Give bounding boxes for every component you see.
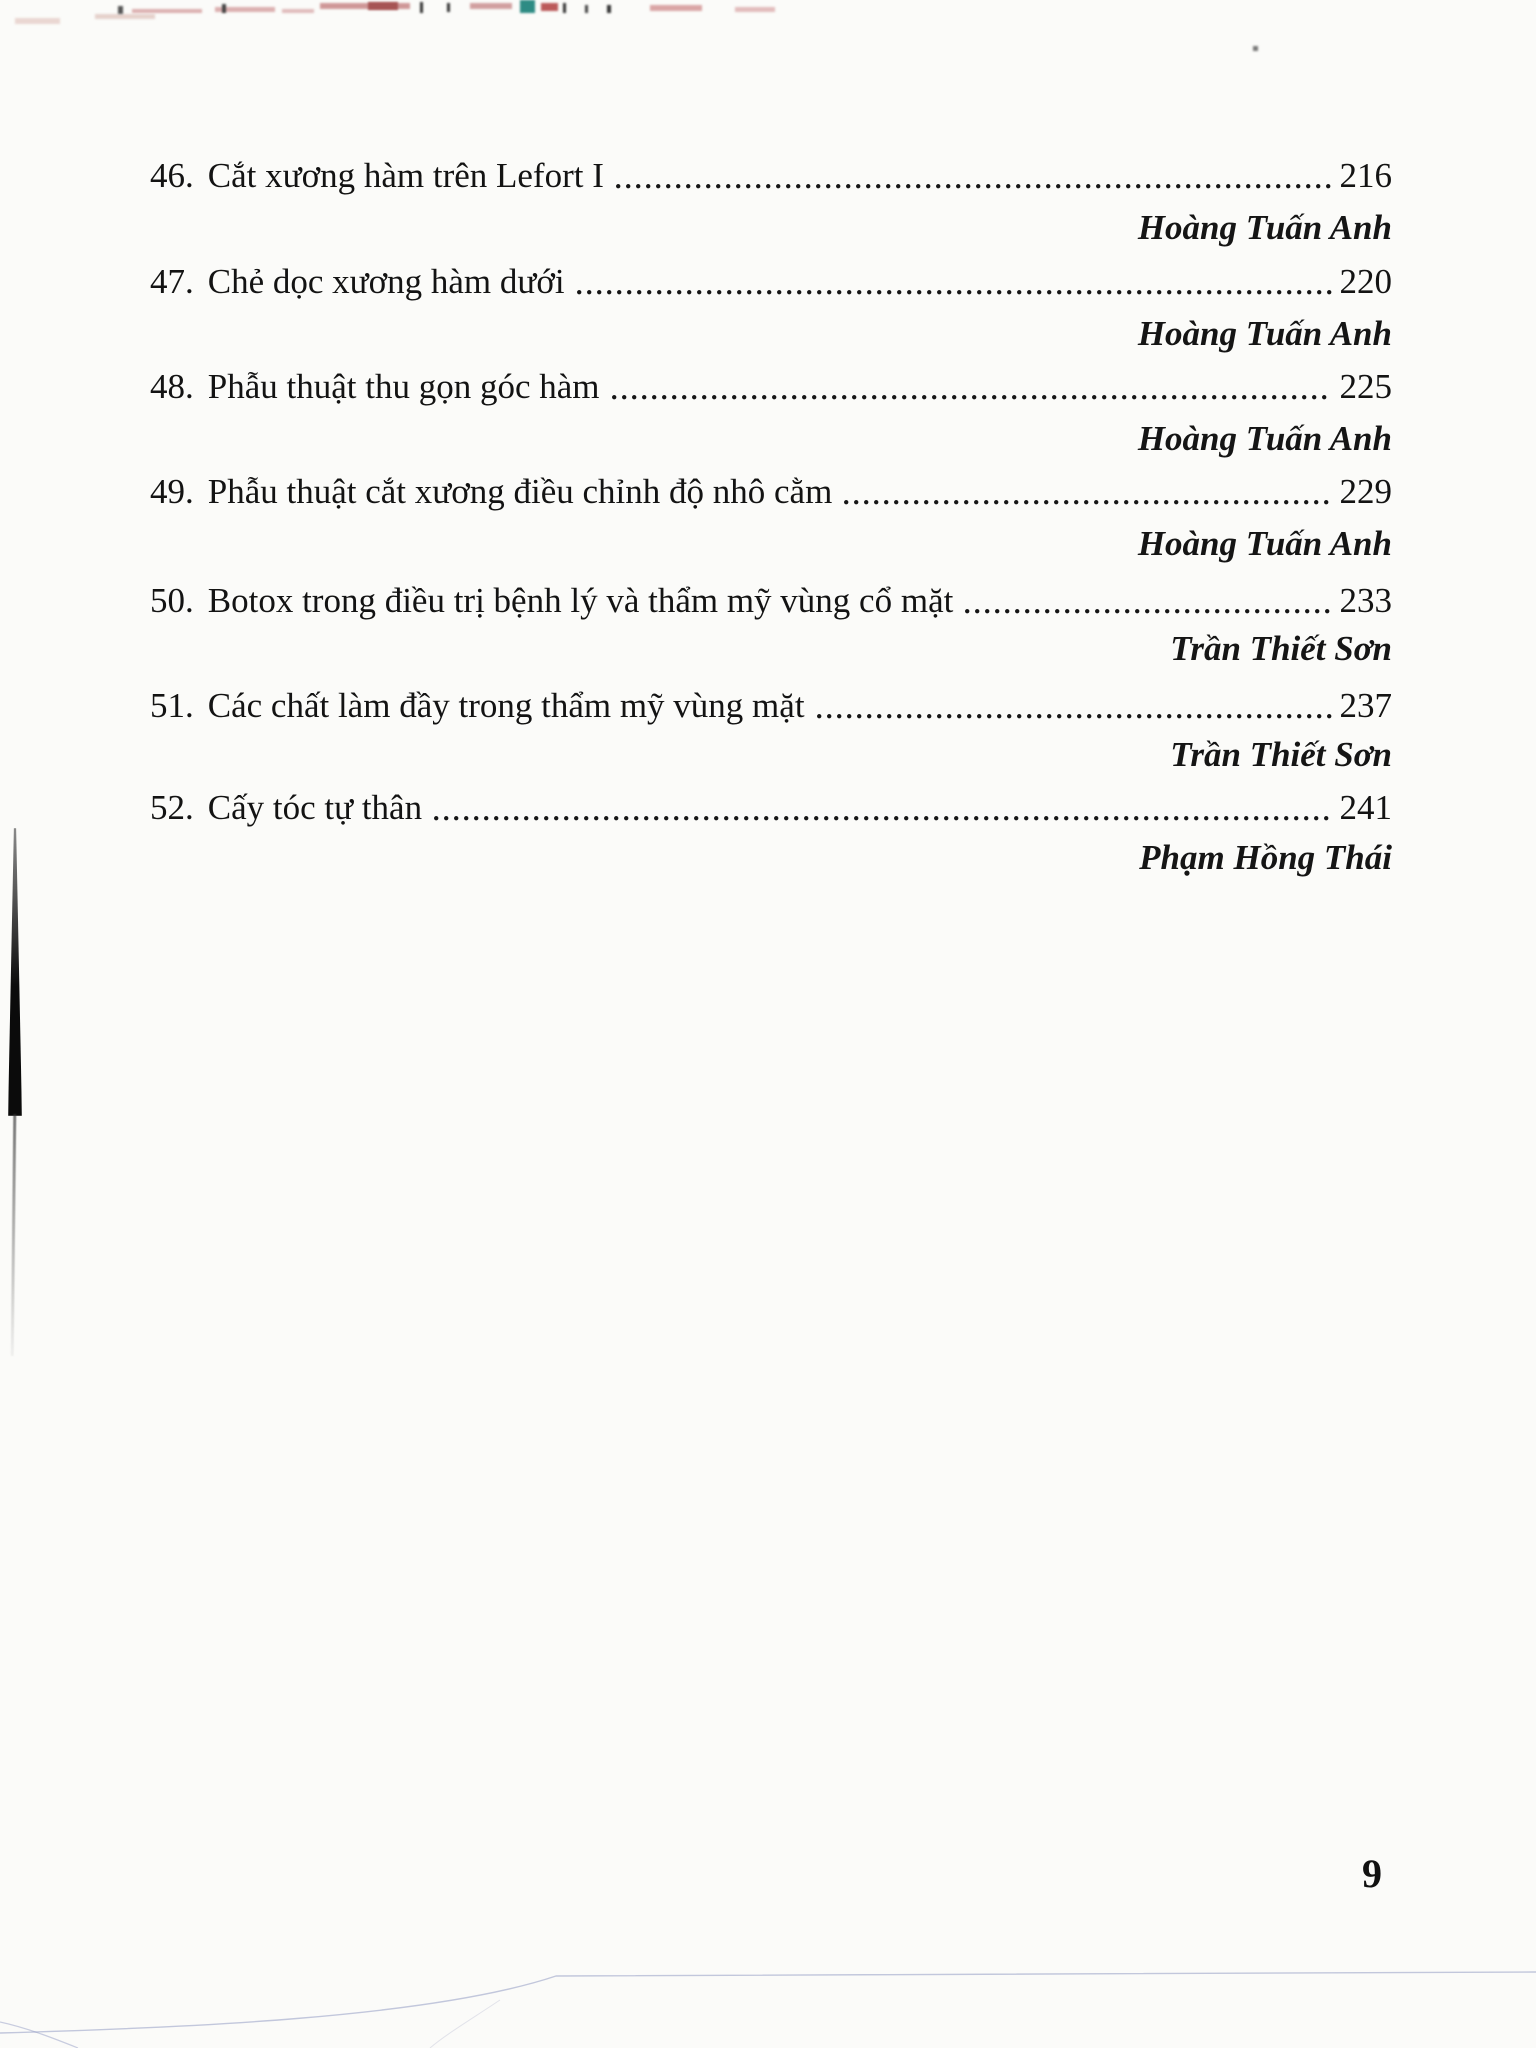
dot-leader (844, 500, 1331, 505)
scan-artifact (132, 9, 202, 13)
scan-artifact (563, 3, 566, 13)
scan-artifact (118, 6, 123, 14)
scan-artifact (222, 4, 226, 13)
toc-entry-page: 220 (1339, 262, 1392, 301)
toc-entry-number: 51. (150, 686, 194, 725)
scan-artifact (15, 18, 60, 24)
scan-artifact (607, 5, 611, 13)
toc-entry-page: 233 (1339, 581, 1392, 620)
toc-entry-title: Chẻ dọc xương hàm dưới (207, 262, 565, 301)
scan-artifact (320, 3, 410, 9)
toc-entry-title: Phẫu thuật thu gọn góc hàm (207, 367, 600, 406)
toc-entry (150, 577, 1392, 623)
scan-artifact (1253, 46, 1258, 51)
scan-artifact (650, 5, 702, 11)
scan-artifact (215, 7, 275, 12)
toc-entry-number: 46. (150, 156, 194, 195)
toc-entry-title: Cắt xương hàm trên Lefort I (207, 156, 604, 195)
scan-artifact (520, 0, 535, 13)
scan-streak-tail-artifact (11, 1114, 17, 1356)
dot-leader (965, 609, 1331, 614)
toc-entry-author: Hoàng Tuấn Anh (1137, 314, 1392, 353)
dot-leader (612, 395, 1332, 400)
scan-artifact (95, 14, 155, 19)
toc-entry-number: 47. (150, 262, 194, 301)
page-curl-edge (0, 1930, 1536, 2048)
scan-artifact (447, 3, 450, 12)
toc-entry (150, 152, 1392, 198)
toc-entry-page: 225 (1339, 367, 1392, 406)
scan-streak-artifact (8, 828, 22, 1116)
toc-entry-page: 229 (1339, 472, 1392, 511)
scan-artifact (541, 3, 558, 11)
toc-entry-number: 52. (150, 788, 194, 827)
page-number: 9 (1362, 1851, 1382, 1896)
toc-entry-number: 49. (150, 472, 194, 511)
scan-artifact (368, 2, 398, 10)
toc-entry (150, 682, 1392, 728)
dot-leader (616, 184, 1332, 189)
toc-entry-author: Hoàng Tuấn Anh (1137, 419, 1392, 458)
dot-leader (434, 816, 1331, 821)
scan-artifact (735, 7, 775, 12)
toc-entry (150, 784, 1392, 830)
dot-leader (577, 290, 1332, 295)
dot-leader (817, 714, 1332, 719)
toc-entry-author: Phạm Hồng Thái (1139, 838, 1392, 877)
toc-entry-title: Cấy tóc tự thân (207, 788, 423, 827)
scan-artifact (420, 2, 423, 13)
toc-entry-author: Hoàng Tuấn Anh (1137, 208, 1392, 247)
toc-entry-page: 241 (1339, 788, 1392, 827)
toc-entry-title: Các chất làm đầy trong thẩm mỹ vùng mặt (207, 686, 805, 725)
toc-entry-author: Trần Thiết Sơn (1170, 629, 1392, 668)
toc-entry-author: Hoàng Tuấn Anh (1137, 524, 1392, 563)
scan-artifact (470, 3, 512, 9)
toc-entry-title: Phẫu thuật cắt xương điều chỉnh độ nhô cằm (207, 472, 833, 511)
toc-entry-page: 237 (1339, 686, 1392, 725)
toc-entry-title: Botox trong điều trị bệnh lý và thẩm mỹ vùng cổ mặt (207, 581, 954, 620)
scan-artifact (585, 5, 588, 13)
toc-entry-number: 48. (150, 367, 194, 406)
toc-entry-page: 216 (1339, 156, 1392, 195)
toc-entry-number: 50. (150, 581, 194, 620)
toc-entry-author: Trần Thiết Sơn (1170, 735, 1392, 774)
toc-entry (150, 363, 1392, 409)
toc-entry (150, 258, 1392, 304)
scan-artifact (282, 9, 314, 13)
toc-entry (150, 468, 1392, 514)
